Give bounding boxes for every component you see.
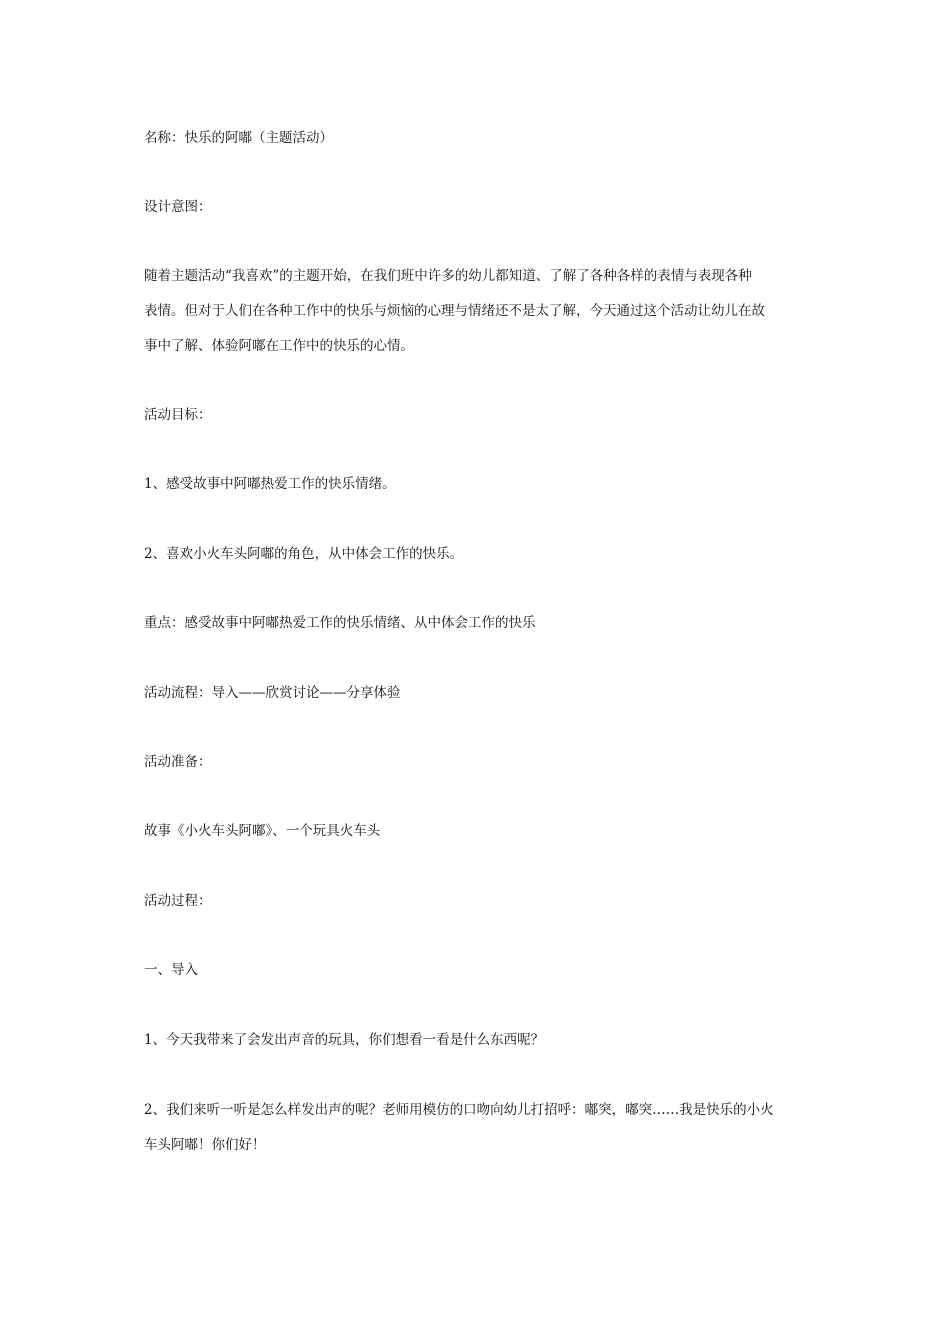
activity-title: 名称：快乐的阿嘟（主题活动） <box>144 130 333 146</box>
process-step-heading: 一、导入 <box>144 962 198 978</box>
goal-item: 2、喜欢小火车头阿嘟的角色，从中体会工作的快乐。 <box>144 546 464 562</box>
section-heading-goals: 活动目标： <box>144 407 212 423</box>
section-heading-process: 活动过程： <box>144 893 212 909</box>
goal-item: 1、感受故事中阿嘟热爱工作的快乐情绪。 <box>144 476 396 492</box>
section-heading-design-intent: 设计意图： <box>144 199 212 215</box>
section-heading-preparation: 活动准备： <box>144 754 212 770</box>
activity-flow: 活动流程：导入——欣赏讨论——分享体验 <box>144 685 401 701</box>
process-item-continuation: 车头阿嘟！你们好！ <box>144 1137 266 1153</box>
paragraph-line: 事中了解、体验阿嘟在工作中的快乐的心情。 <box>144 338 414 354</box>
preparation-materials: 故事《小火车头阿嘟》、一个玩具火车头 <box>144 823 381 839</box>
paragraph-line: 表情。但对于人们在各种工作中的快乐与烦恼的心理与情绪还不是太了解，今天通过这个活动让幼儿在故 <box>144 303 765 319</box>
key-point: 重点：感受故事中阿嘟热爱工作的快乐情绪、从中体会工作的快乐 <box>144 615 536 631</box>
process-item: 2、我们来听一听是怎么样发出声的呢？老师用模仿的口吻向幼儿打招呼：嘟突，嘟突……我是快乐的小火 <box>144 1102 774 1118</box>
process-item: 1、今天我带来了会发出声音的玩具，你们想看一看是什么东西呢？ <box>144 1032 545 1048</box>
paragraph-line: 随着主题活动“我喜欢”的主题开始，在我们班中许多的幼儿都知道、了解了各种各样的表情与表现各种 <box>144 268 752 284</box>
